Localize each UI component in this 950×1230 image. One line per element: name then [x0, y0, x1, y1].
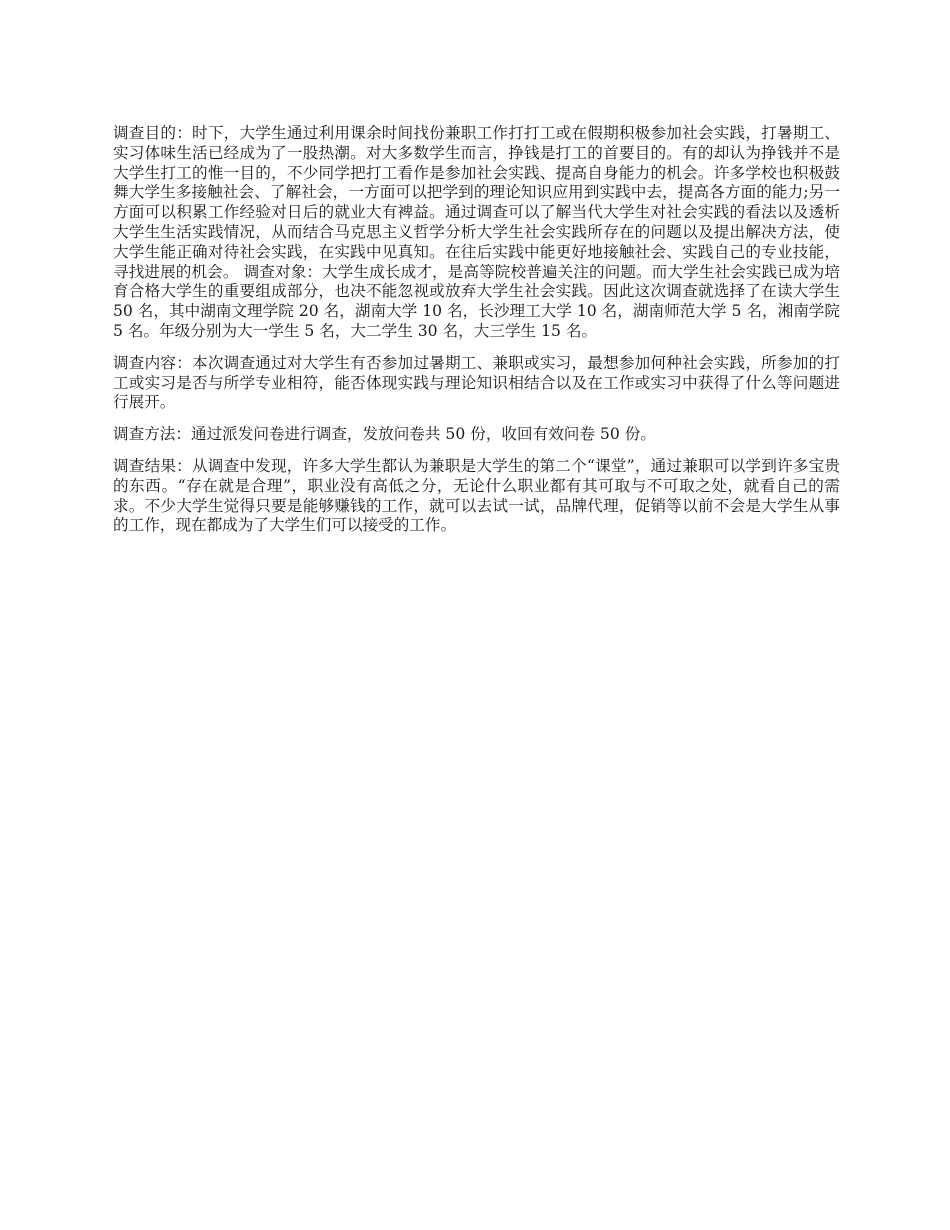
paragraph-purpose-and-subjects: 调查目的：时下，大学生通过利用课余时间找份兼职工作打打工或在假期积极参加社会实践，打暑期工、实习体味生活已经成为了一股热潮。对大多数学生而言，挣钱是打工的首要目的。有的却认为挣钱并不是大学生打工的惟一目的，不少同学把打工看作是参加社会实践、提高自身能力的机会。许多学校也积极鼓舞大学生多接触社会、了解社会，一方面可以把学到的理论知识应用到实践中去，提高各方面的能力;另一方面可以积累工作经验对日后的就业大有裨益。通过调查可以了解当代大学生对社会实践的看法以及透析大学生生活实践情况，从而结合马克思主义哲学分析大学生社会实践所存在的问题以及提出解决方法，使大学生能正确对待社会实践，在实践中见真知。在往后实践中能更好地接触社会、实践自己的专业技能，寻找进展的机会。 调查对象：大学生成长成才，是高等院校普遍关注的问题。而大学生社会实践已成为培育合格大学生的重要组成部分，也决不能忽视或放弃大学生社会实践。因此这次调查就选择了在读大学生 50 名，其中湖南文理学院 20 名，湖南大学 10 名，长沙理工大学 10 名，湖南师范大学 5 名，湘南学院 5 名。年级分别为大一学生 5 名，大二学生 30 名，大三学生 15 名。 [113, 124, 840, 340]
paragraph-results: 调查结果：从调查中发现，许多大学生都认为兼职是大学生的第二个“课堂”，通过兼职可以学到许多宝贵的东西。“存在就是合理”，职业没有高低之分，无论什么职业都有其可取与不可取之处，就看自己的需求。不少大学生觉得只要是能够赚钱的工作，就可以去试一试，品牌代理，促销等以前不会是大学生从事的工作，现在都成为了大学生们可以接受的工作。 [113, 456, 840, 535]
paragraph-content: 调查内容：本次调查通过对大学生有否参加过暑期工、兼职或实习，最想参加何种社会实践，所参加的打工或实习是否与所学专业相符，能否体现实践与理论知识相结合以及在工作或实习中获得了什么等问题进行展开。 [113, 353, 840, 412]
paragraph-method: 调查方法：通过派发问卷进行调查，发放问卷共 50 份，收回有效问卷 50 份。 [113, 425, 656, 444]
document-page [113, 124, 840, 548]
